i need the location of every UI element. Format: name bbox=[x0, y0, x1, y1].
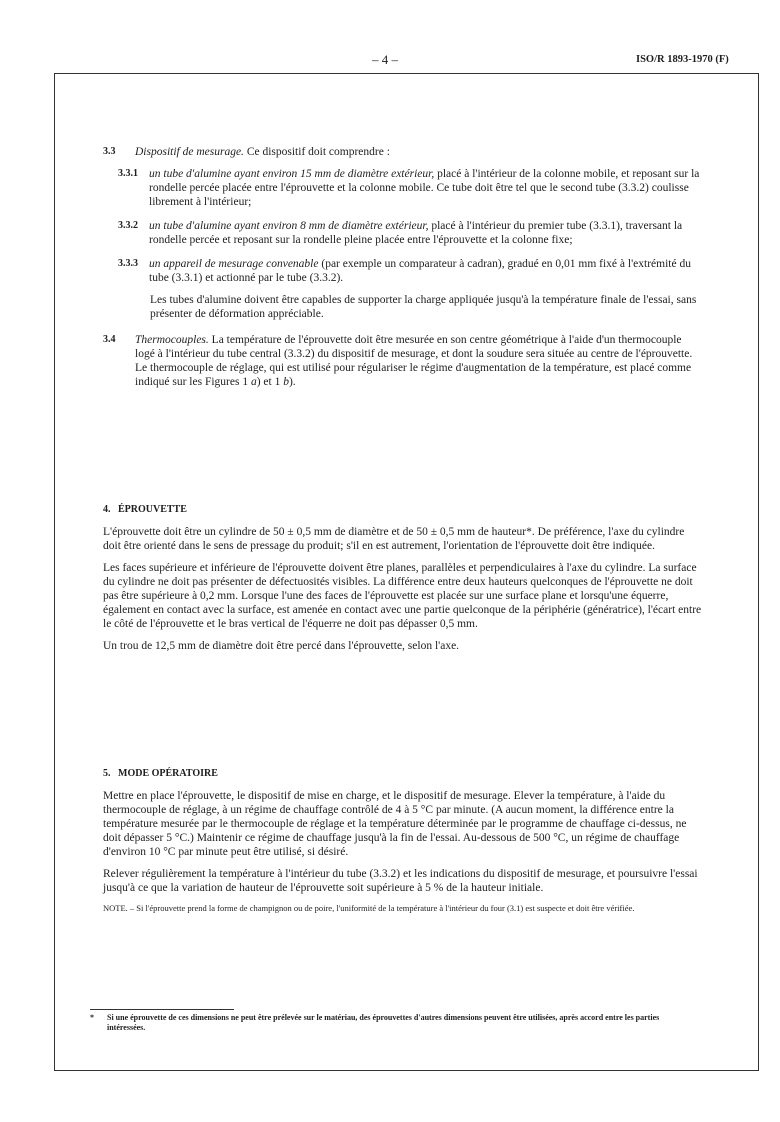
clause-emphasis: un tube d'alumine ayant environ 8 mm de diamètre extérieur, bbox=[149, 220, 429, 232]
clause-text: placé à l'intérieur de la colonne mobile, et reposant sur la rondelle percée placée entre l'éprouvette et la colonne mobile. Ce tube doit être tel que le second tube (3.3.2) coulisse librement à l'intérieur; bbox=[149, 168, 700, 208]
section-heading bbox=[103, 767, 703, 781]
document-body bbox=[103, 145, 703, 389]
section-number: 5. bbox=[103, 768, 111, 779]
clause-text: ). bbox=[288, 376, 296, 388]
section-4 bbox=[103, 503, 703, 653]
section-heading bbox=[103, 503, 703, 517]
footnote-separator bbox=[90, 1009, 234, 1010]
clause-3-3 bbox=[103, 145, 703, 159]
section-4-paragraph-1: L'éprouvette doit être un cylindre de 50 ± 0,5 mm de diamètre et de 50 ± 0,5 mm de hauteur*. De préférence, l'axe du cylindre doit être orienté dans le sens de pressage du produit; s'il en est autrement, l'orientation de l'éprouvette doit être indiquée. bbox=[103, 526, 685, 552]
clause-number: 3.3.2 bbox=[118, 220, 138, 231]
clause-title: Thermocouples. bbox=[135, 334, 209, 346]
clause-title: Dispositif de mesurage. bbox=[135, 146, 244, 158]
section-5-note: NOTE. – Si l'éprouvette prend la forme de champignon ou de poire, l'uniformité de la température à l'intérieur du four (3.1) est suspecte et doit être vérifiée. bbox=[103, 903, 635, 913]
figure-ref-b: b bbox=[283, 376, 289, 388]
clause-text: ) et 1 bbox=[256, 376, 284, 388]
section-4-paragraph-3: Un trou de 12,5 mm de diamètre doit être percé dans l'éprouvette, selon l'axe. bbox=[103, 640, 460, 652]
clause-number: 3.3.3 bbox=[118, 258, 138, 269]
clause-text: La température de l'éprouvette doit être mesurée en son centre géométrique à l'aide d'un thermocouple logé à l'intérieur du tube central (3.3.2) du dispositif de mesurage, et dont la soudure sera située au centre de l'éprouvette. Le thermocouple de réglage, qui est utilisé pour régulariser le régime d'augmentation de la température, est placé comme indiqué sur les Figures 1 bbox=[135, 334, 693, 388]
clause-text: placé à l'intérieur du premier tube (3.3.1), traversant la rondelle percée et reposant sur la rondelle pleine placée entre l'éprouvette et la colonne fixe; bbox=[149, 220, 683, 246]
figure-ref-a: a bbox=[250, 376, 257, 388]
clause-3-3-1 bbox=[103, 167, 703, 209]
section-4-paragraph-2: Les faces supérieure et inférieure de l'éprouvette doivent être planes, parallèles et perpendiculaires à l'axe du cylindre. La surface du cylindre ne doit pas présenter de défectuosités visibles. La différence entre deux hauteurs quelconques de l'éprouvette ne doit pas être supérieure à 0,2 mm. Lorsque l'une des faces de l'éprouvette est placée sur une surface plane et lorsqu'une équerre, également en contact avec la surface, est amenée en contact avec une partie quelconque de la périphérie (génératrice), l'écart entre le côté de l'éprouvette et le bras vertical de l'équerre ne doit pas dépasser 0,5 mm. bbox=[103, 562, 702, 630]
clause-3-4 bbox=[103, 333, 703, 389]
clause-3-3-3 bbox=[103, 257, 703, 285]
clause-number: 3.3.1 bbox=[118, 168, 138, 179]
section-5 bbox=[103, 767, 703, 914]
section-title: ÉPROUVETTE bbox=[118, 504, 187, 515]
section-title: MODE OPÉRATOIRE bbox=[118, 768, 218, 779]
section-number: 4. bbox=[103, 504, 111, 515]
page-number: – 4 – bbox=[372, 52, 398, 67]
document-reference: ISO/R 1893-1970 (F) bbox=[636, 54, 729, 65]
section-5-paragraph-1: Mettre en place l'éprouvette, le dispositif de mise en charge, et le dispositif de mesurage. Elever la température, à l'aide du thermocouple de réglage, à un régime de chauffage contrôlé de 4 à 5 °C par minute. (A aucun moment, la différence entre la température mesurée par le thermocouple de réglage et la température déterminée par le programme de chauffage ci-dessus, ne doit dépasser 5 °C.) Maintenir ce régime de chauffage jusqu'à la fin de l'essai. Au-dessous de 500 °C, un régime de chauffage d'environ 10 °C par minute peut être utilisé, si désiré. bbox=[103, 790, 687, 858]
footnote-marker: * bbox=[90, 1013, 94, 1022]
clause-emphasis: un appareil de mesurage convenable bbox=[149, 258, 319, 270]
section-5-paragraph-2: Relever régulièrement la température à l'intérieur du tube (3.3.2) et les indications du dispositif de mesurage, et poursuivre l'essai jusqu'à ce que la variation de hauteur de l'éprouvette soit supérieure à 5 % de la hauteur initiale. bbox=[103, 868, 698, 894]
clause-number: 3.4 bbox=[103, 334, 116, 345]
clause-text: (par exemple un comparateur à cadran), gradué en 0,01 mm fixé à l'extrémité du tube (3.3.1) et actionné par le tube (3.3.2). bbox=[149, 258, 691, 284]
footnote bbox=[90, 1013, 690, 1033]
clause-text: Ce dispositif doit comprendre : bbox=[243, 146, 390, 158]
clause-emphasis: un tube d'alumine ayant environ 15 mm de diamètre extérieur, bbox=[149, 168, 435, 180]
clause-3-3-note: Les tubes d'alumine doivent être capables de supporter la charge appliquée jusqu'à la température finale de l'essai, sans présenter de déformation appréciable. bbox=[150, 294, 697, 320]
clause-3-3-2 bbox=[103, 219, 703, 247]
clause-number: 3.3 bbox=[103, 146, 116, 157]
footnote-text: Si une éprouvette de ces dimensions ne peut être prélevée sur le matériau, des éprouvettes d'autres dimensions peuvent être utilisées, après accord entre les parties intéressées. bbox=[107, 1013, 660, 1032]
